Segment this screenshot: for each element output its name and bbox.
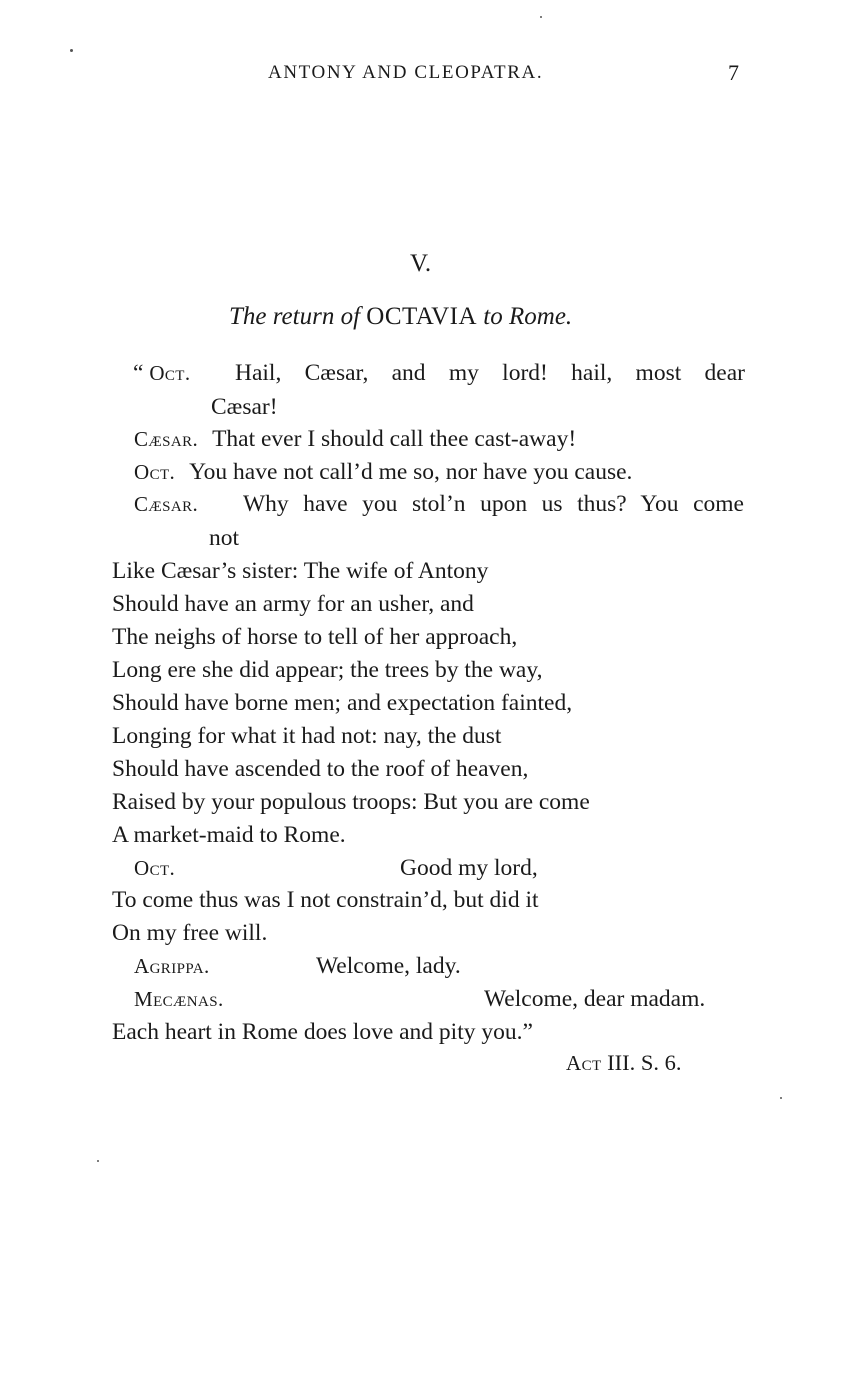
verse-text: Hail, Cæsar, and my lord! hail, most dear bbox=[235, 360, 745, 386]
verse-line: Raised by your populous troops: But you are come bbox=[112, 789, 590, 815]
verse-text: Good my lord, bbox=[400, 855, 538, 881]
section-title-post: to Rome. bbox=[483, 303, 573, 330]
verse-line: Longing for what it had not: nay, the dust bbox=[112, 723, 502, 749]
verse-line: The neighs of horse to tell of her approach, bbox=[112, 624, 518, 650]
open-quote: “ bbox=[133, 360, 144, 386]
verse-line: not bbox=[209, 525, 240, 551]
verse-line bbox=[134, 493, 198, 517]
print-speck bbox=[70, 49, 73, 52]
verse-line: Should have an army for an usher, and bbox=[112, 591, 474, 617]
verse-line: Like Cæsar’s sister: The wife of Antony bbox=[112, 558, 489, 584]
section-number: V. bbox=[410, 250, 432, 277]
verse-text: You have not call’d me so, nor have you cause. bbox=[189, 459, 633, 485]
print-speck bbox=[540, 16, 542, 18]
verse-line: A market-maid to Rome. bbox=[112, 822, 346, 848]
verse-text: Why have you stol’n upon us thus? You come bbox=[243, 491, 744, 517]
speaker-name: Cæsar. bbox=[134, 492, 199, 516]
verse-line: On my free will. bbox=[112, 920, 268, 946]
verse-line: To come thus was I not constrain’d, but did it bbox=[112, 887, 539, 913]
verse-line: Should have borne men; and expectation fainted, bbox=[112, 690, 573, 716]
verse-text: Welcome, lady. bbox=[316, 953, 461, 979]
print-speck bbox=[97, 1160, 99, 1162]
speaker-name: Cæsar. bbox=[134, 427, 199, 451]
verse-line: Long ere she did appear; the trees by the way, bbox=[112, 657, 543, 683]
page-number: 7 bbox=[728, 60, 739, 85]
verse-line bbox=[133, 362, 191, 386]
speaker-name: Agrippa. bbox=[134, 954, 210, 978]
verse-line: Each heart in Rome does love and pity you.” bbox=[112, 1019, 533, 1045]
section-title-name: OCTAVIA bbox=[366, 303, 478, 330]
speaker-name: Oct. bbox=[134, 856, 176, 880]
citation-rest: III. S. 6. bbox=[607, 1050, 682, 1075]
verse-line: Should have ascended to the roof of heaven, bbox=[112, 756, 529, 782]
section-title bbox=[229, 303, 572, 331]
citation-act: Act bbox=[566, 1051, 602, 1075]
verse-line bbox=[134, 988, 224, 1012]
act-scene-citation bbox=[566, 1050, 682, 1076]
section-title-pre: The return of bbox=[229, 303, 361, 330]
verse-line: Cæsar! bbox=[211, 394, 278, 420]
speaker-name: Oct. bbox=[134, 460, 176, 484]
speaker-name: Oct. bbox=[149, 361, 191, 385]
running-title: ANTONY AND CLEOPATRA. bbox=[268, 62, 544, 83]
verse-line bbox=[134, 428, 576, 452]
speaker-name: Mecænas. bbox=[134, 987, 224, 1011]
verse-line bbox=[134, 461, 632, 485]
verse-line bbox=[134, 857, 175, 881]
verse-line bbox=[134, 955, 210, 979]
verse-text: Welcome, dear madam. bbox=[484, 986, 706, 1012]
print-speck bbox=[780, 1097, 782, 1099]
verse-text: That ever I should call thee cast-away! bbox=[212, 426, 577, 452]
